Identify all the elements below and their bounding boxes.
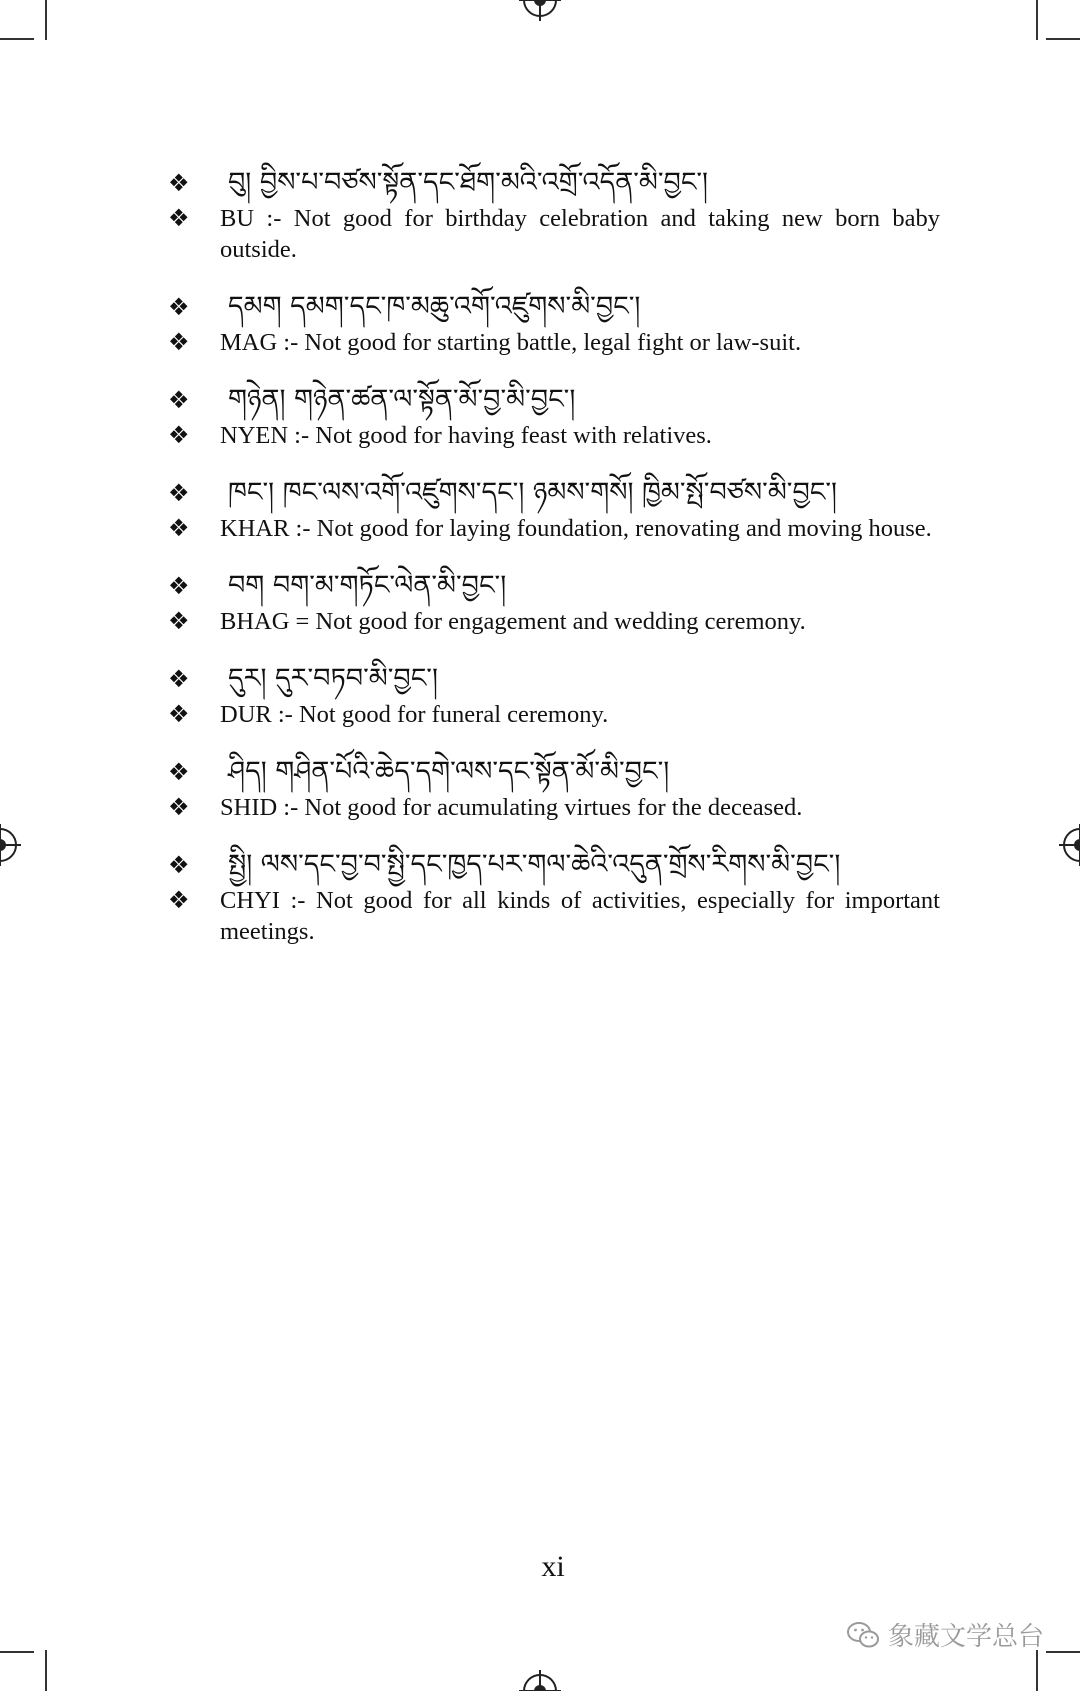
bullet-icon: ❖ (168, 758, 190, 786)
bullet-icon: ❖ (168, 514, 190, 542)
tibetan-line (168, 752, 940, 792)
list-item (168, 380, 940, 451)
registration-mark-left (0, 828, 17, 862)
bullet-icon: ❖ (168, 479, 190, 507)
english-line (168, 420, 940, 451)
tibetan-text: དམག དམག་དང་ཁ་མཆུ་འགོ་འཛུགས་མི་བྱང་། (228, 291, 641, 322)
tibetan-text: བག བག་མ་གཏོང་ལེན་མི་བྱང་། (228, 570, 507, 601)
english-text: BU :- Not good for birthday celebration and taking new born baby outside. (220, 205, 940, 263)
english-line (168, 327, 940, 358)
tibetan-line (168, 845, 940, 885)
tibetan-text: སྤྱི། ལས་དང་བྱ་བ་སྤྱི་དང་ཁྱད་པར་གལ་ཆེའི་འདུན་གྲོས་རིགས་མི་བྱང་། (228, 849, 841, 880)
page-number: xi (541, 1550, 565, 1583)
crop-mark (45, 0, 47, 40)
tibetan-text: ཁང་། ཁང་ལས་འགོ་འཛུགས་དང་། ཉམས་གསོ། ཁྱིམ་སྤོ་བཙས་མི་བྱང་། (228, 477, 838, 508)
english-line (168, 699, 940, 730)
tibetan-line (168, 566, 940, 606)
bullet-icon: ❖ (168, 572, 190, 600)
english-text: CHYI :- Not good for all kinds of activities, especially for important meetings. (220, 887, 940, 945)
english-text: KHAR :- Not good for laying foundation, renovating and moving house. (220, 515, 932, 542)
tibetan-text: བུ། བྱིས་པ་བཙས་སྟོན་དང་ཐོག་མའི་འགྲོ་འདོན་མི་བྱང་། (228, 167, 709, 198)
bullet-icon: ❖ (168, 293, 190, 321)
registration-mark-bottom (523, 1674, 557, 1691)
english-line (168, 885, 940, 947)
crop-mark (1036, 0, 1038, 40)
bullet-icon: ❖ (168, 204, 190, 232)
bullet-icon: ❖ (168, 793, 190, 821)
registration-mark-top (523, 0, 557, 17)
crop-mark (0, 1651, 34, 1653)
tibetan-line (168, 163, 940, 203)
crop-mark (1046, 38, 1080, 40)
watermark (846, 1616, 1044, 1653)
list-item (168, 287, 940, 358)
bullet-icon: ❖ (168, 169, 190, 197)
english-text: NYEN :- Not good for having feast with relatives. (220, 422, 712, 449)
tibetan-line (168, 380, 940, 420)
bullet-icon: ❖ (168, 421, 190, 449)
english-text: MAG :- Not good for starting battle, legal fight or law-suit. (220, 329, 802, 356)
watermark-text: 象藏文学总台 (887, 1622, 1044, 1652)
list-item (168, 163, 940, 265)
crop-mark (0, 38, 34, 40)
english-line (168, 513, 940, 544)
entry-list (168, 163, 940, 969)
wechat-icon (846, 1621, 880, 1649)
english-text: DUR :- Not good for funeral ceremony. (220, 701, 609, 728)
bullet-icon: ❖ (168, 328, 190, 356)
english-line (168, 203, 940, 265)
tibetan-line (168, 659, 940, 699)
tibetan-line (168, 473, 940, 513)
bullet-icon: ❖ (168, 700, 190, 728)
crop-mark (1036, 1650, 1038, 1691)
english-text: BHAG = Not good for engagement and wedding ceremony. (220, 608, 806, 635)
list-item (168, 473, 940, 544)
list-item (168, 566, 940, 637)
tibetan-text: ཤིད། གཤིན་པོའི་ཆེད་དགེ་ལས་དང་སྟོན་མོ་མི་བྱང་། (228, 756, 670, 787)
list-item (168, 845, 940, 947)
bullet-icon: ❖ (168, 607, 190, 635)
list-item (168, 659, 940, 730)
english-line (168, 792, 940, 823)
tibetan-text: དུར། དུར་བཏབ་མི་བྱང་། (228, 663, 438, 694)
crop-mark (1046, 1651, 1080, 1653)
list-item (168, 752, 940, 823)
english-text: SHID :- Not good for acumulating virtues for the deceased. (220, 794, 803, 821)
tibetan-line (168, 287, 940, 327)
registration-mark-right (1063, 828, 1080, 862)
bullet-icon: ❖ (168, 886, 190, 914)
crop-mark (45, 1650, 47, 1691)
tibetan-text: གཉེན། གཉེན་ཚན་ལ་སྟོན་མོ་བྱ་མི་བྱང་། (228, 384, 576, 415)
bullet-icon: ❖ (168, 665, 190, 693)
english-line (168, 606, 940, 637)
bullet-icon: ❖ (168, 851, 190, 879)
bullet-icon: ❖ (168, 386, 190, 414)
